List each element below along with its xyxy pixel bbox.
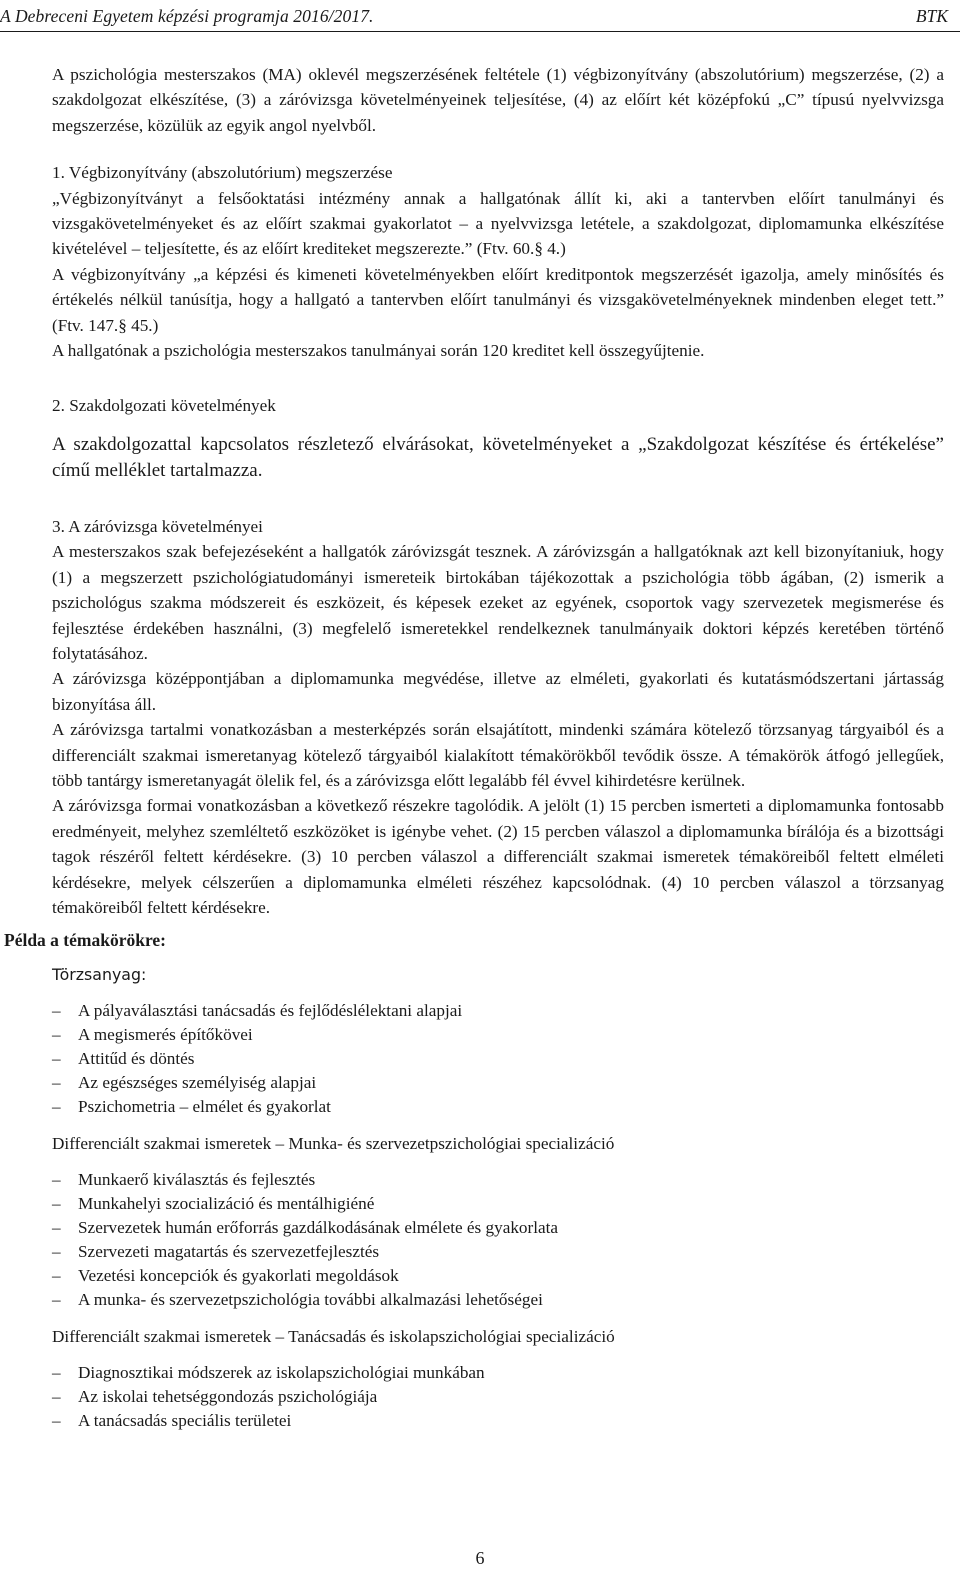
core-subjects-list [52,999,944,1119]
list-item: – Diagnosztikai módszerek az iskolapszichológiai munkában [52,1361,944,1385]
section3-paragraph-2: A záróvizsga középpontjában a diplomamunka megvédése, illetve az elméleti, gyakorlati és kutatásmódszertani jártasság bizonyítása áll. [52,669,944,714]
header-title: A Debreceni Egyetem képzési programja 2016/2017. [0,6,374,26]
school-specialization-title: Differenciált szakmai ismeretek – Tanácsadás és iskolapszichológiai specializáció [52,1327,615,1347]
section1-paragraph-3: A hallgatónak a pszichológia mesterszakos tanulmányai során 120 kreditet kell összegyűjtenie. [52,341,705,361]
list-item: – Attitűd és döntés [52,1047,944,1071]
examples-heading: Példa a témakörökre: [4,930,167,951]
section1-quote: „Végbizonyítványt a felsőoktatási intézmény annak a hallgatónak állít ki, aki a tantervben előírt tanulmányi és vizsgakövetelményeket és az előírt szakmai gyakorlatot – a nyelvvizsga letétele, a szakdolgozat, diplomamunka elkészítése kivételével – teljesítette, és az előírt krediteket megszerezte.” (Ftv. 60.§ 4.) [52,188,944,259]
section3-paragraph-1: A mesterszakos szak befejezéseként a hallgatók záróvizsgát tesznek. A záróvizsgán a hallgatóknak azt kell bizonyítaniuk, hogy (1) a megszerzett pszichológiatudományi ismereteik birtokában tájékozottak a pszichológia több ágában, (2) ismerik a pszichológus szakma módszereit és eszközeit, és képesek ezeket az egyének, csoportok vagy szervezetek megismerése és fejlesztése érdekében használni, (3) megfelelő ismeretekkel rendelkeznek tanulmányaik doktori képzés keretében történő folytatásához. [52,542,944,663]
page-body [4,62,944,1433]
section1-paragraph-2: A végbizonyítvány „a képzési és kimeneti követelményekben előírt kreditpontok megszerzését igazolja, amely minősítés és értékelés nélkül tanúsítja, hogy a hallgató a tantervben előírt tanulmányi és vizsgakövetelményeknek mindenben eleget tett.” (Ftv. 147.§ 45.) [52,264,944,335]
list-item: – A munka- és szervezetpszichológia további alkalmazási lehetőségei [52,1288,944,1312]
section2-body: A szakdolgozattal kapcsolatos részletező elvárásokat, követelményeket a „Szakdolgozat készítése és értékelése” című melléklet tartalmazza. [52,433,944,481]
work-specialization-title: Differenciált szakmai ismeretek – Munka- és szervezetpszichológiai specializáció [52,1134,615,1154]
list-item: – Szervezetek humán erőforrás gazdálkodásának elmélete és gyakorlata [52,1216,944,1240]
list-item: – Pszichometria – elmélet és gyakorlat [52,1095,944,1119]
list-item: – Az egészséges személyiség alapjai [52,1071,944,1095]
list-item: – Munkaerő kiválasztás és fejlesztés [52,1168,944,1192]
header-faculty: BTK [915,6,948,26]
list-item: – A pályaválasztási tanácsadás és fejlődéslélektani alapjai [52,999,944,1023]
section3-title: 3. A záróvizsga követelményei [52,516,263,536]
section2-title: 2. Szakdolgozati követelmények [52,396,276,416]
work-specialization-list [52,1168,944,1312]
list-item: – A megismerés építőkövei [52,1023,944,1047]
section3-paragraph-4: A záróvizsga formai vonatkozásban a következő részekre tagolódik. A jelölt (1) 15 percben ismerteti a diplomamunka fontosabb eredményeit, melyhez szemléltető eszközöket is igénybe vehet. (2) 15 percben válaszol a diplomamunka bírálója és a bizottsági tagok részéről feltett kérdésekre. (3) 10 percben válaszol a differenciált szakmai ismeretek témaköreiből feltett elméleti kérdésekre, melyek célszerűen a diplomamunka elméleti részéhez kapcsolódnak. (4) 10 percben válaszol a törzsanyag témaköreiből feltett kérdésekre. [52,796,944,917]
intro-paragraph: A pszichológia mesterszakos (MA) oklevél megszerzésének feltétele (1) végbizonyítvány (abszolutórium) megszerzése, (2) a szakdolgozat elkészítése, (3) a záróvizsga követelményeinek teljesítése, (4) az előírt két középfokú „C” típusú nyelvvizsga megszerzése, közülük az egyik angol nyelvből. [52,65,944,135]
running-header [0,0,960,32]
list-item: – A tanácsadás speciális területei [52,1409,944,1433]
list-item: – Az iskolai tehetséggondozás pszichológiája [52,1385,944,1409]
core-subjects-title: Törzsanyag: [52,965,147,985]
school-specialization-list [52,1361,944,1433]
header-rule [0,31,960,32]
list-item: – Szervezeti magatartás és szervezetfejlesztés [52,1240,944,1264]
page-number: 6 [475,1548,485,1568]
list-item: – Vezetési koncepciók és gyakorlati megoldások [52,1264,944,1288]
list-item: – Munkahelyi szocializáció és mentálhigiéné [52,1192,944,1216]
section1-title: 1. Végbizonyítvány (abszolutórium) megszerzése [52,163,393,183]
section3-paragraph-3: A záróvizsga tartalmi vonatkozásban a mesterképzés során elsajátított, mindenki számára kötelező törzsanyag tárgyaiból és a differenciált szakmai ismeretanyag kötelező tárgyaiból kialakított témakörökből tevődik össze. A témakörök átfogó jellegűek, több tantárgy ismeretanyagát ölelik fel, és a záróvizsga előtt legalább fél évvel kihirdetésre kerülnek. [52,720,944,790]
